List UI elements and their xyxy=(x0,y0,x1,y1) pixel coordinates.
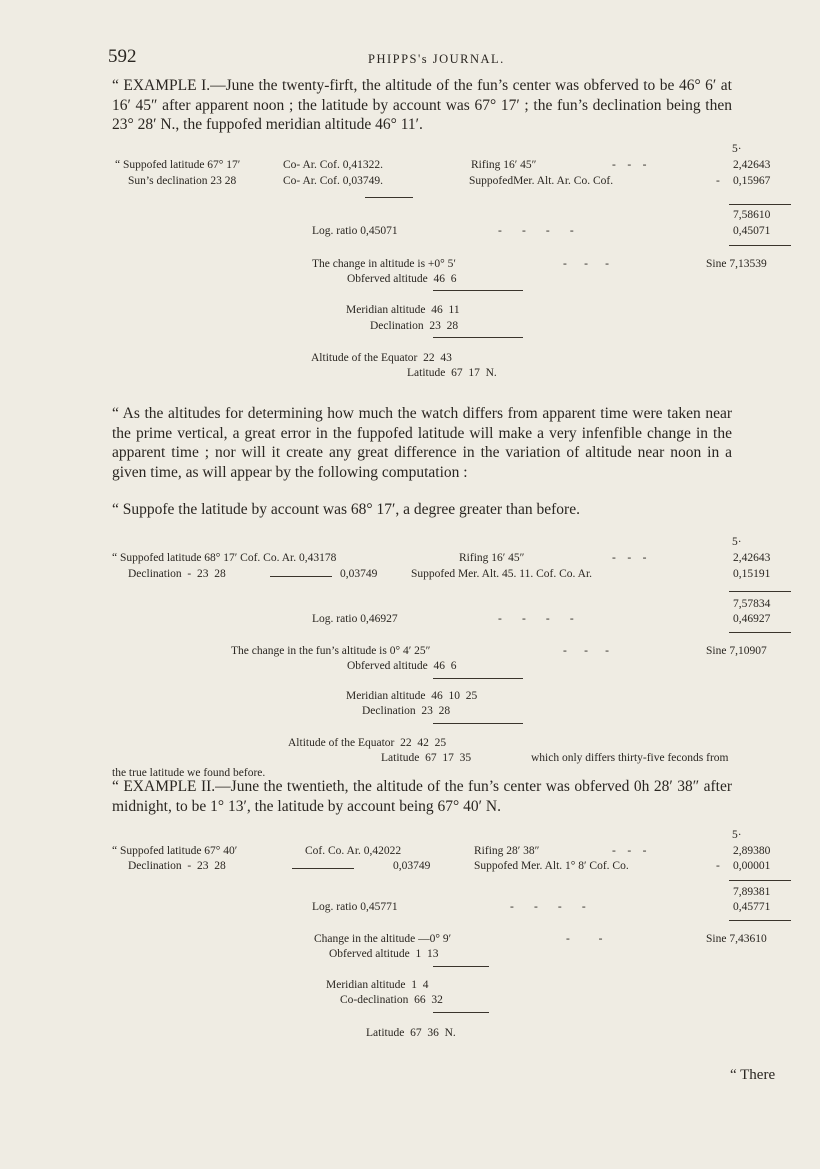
exb-latitude-note: which only differs thirty-five feconds from xyxy=(531,752,729,764)
ex2-dash-2: - xyxy=(716,860,720,872)
ex1-rule-a xyxy=(365,197,413,198)
ex1-col5: 5· xyxy=(732,143,742,155)
running-head: PHIPPS's JOURNAL. xyxy=(368,52,505,66)
ex1-logratio: Log. ratio 0,45071 xyxy=(312,225,398,237)
exb-row2-d: 0,15191 xyxy=(733,568,771,580)
ex1-dashes-1: - - - xyxy=(612,159,647,171)
exb-rule-a xyxy=(729,591,791,592)
exb-logratio-val: 0,46927 xyxy=(733,613,771,625)
ex2-row2-d: 0,00001 xyxy=(733,860,771,872)
ex2-logratio-val: 0,45771 xyxy=(733,901,771,913)
ex1-observed: Obferved altitude 46 6 xyxy=(347,273,457,285)
ex2-rule-c xyxy=(433,966,489,967)
ex2-change: Change in the altitude —0° 9′ xyxy=(314,933,452,945)
ex2-row1-a: “ Suppofed latitude 67° 40′ xyxy=(112,845,238,857)
ex2-row1-d: 2,89380 xyxy=(733,845,771,857)
paragraph-suppose: “ Suppofe the latitude by account was 68° 17′, a degree greater than before. xyxy=(112,501,580,518)
ex2-dashes-4: - - xyxy=(566,933,603,945)
ex1-dash-2: - xyxy=(716,175,720,187)
exb-latitude-note2: the true latitude we found before. xyxy=(112,767,266,779)
exb-dashes-4: - - - xyxy=(563,645,609,657)
example1-intro: “ EXAMPLE I.—June the twenty-firft, the altitude of the fun’s center was obferved to be 46° 6′ at 16′ 45″ after apparent noon ; the latitude by account was 67° 17′ ; the fun’s declination being then 23° 28′ N., the fuppofed meridian altitude 46° 11′. xyxy=(112,77,732,134)
ex2-dash-line xyxy=(292,868,354,869)
ex1-equator: Altitude of the Equator 22 43 xyxy=(311,352,452,364)
exb-rule-c xyxy=(433,678,523,679)
ex2-rule-a xyxy=(729,880,791,881)
example2-intro: “ EXAMPLE II.—June the twentieth, the altitude of the fun’s center was obferved 0h 28′ 38″ after midnight, to be 1° 13′, the latitude by account being 67° 40′ N. xyxy=(112,778,732,815)
ex2-sum: 7,89381 xyxy=(733,886,771,898)
ex2-row2-c: Suppofed Mer. Alt. 1° 8′ Cof. Co. xyxy=(474,860,629,872)
exb-sum: 7,57834 xyxy=(733,598,771,610)
ex1-row1-b: Co- Ar. Cof. 0,41322. xyxy=(283,159,383,171)
ex2-rule-d xyxy=(433,1012,489,1013)
exb-rule-d xyxy=(433,723,523,724)
exb-row1-a: “ Suppofed latitude 68° 17′ Cof. Co. Ar. 0,43178 xyxy=(112,552,337,564)
catchword: “ There xyxy=(730,1067,776,1083)
exb-sine: Sine 7,10907 xyxy=(706,645,767,657)
ex2-dashes-1: - - - xyxy=(612,845,647,857)
ex2-rule-b xyxy=(729,920,791,921)
ex1-row2-b: Co- Ar. Cof. 0,03749. xyxy=(283,175,383,187)
ex1-sum: 7,58610 xyxy=(733,209,771,221)
exb-row1-d: 2,42643 xyxy=(733,552,771,564)
ex2-dashes-3: - - - - xyxy=(510,901,586,913)
ex2-row2-a: Declination - 23 28 xyxy=(128,860,226,872)
ex1-logratio-val: 0,45071 xyxy=(733,225,771,237)
ex1-dashes-3: - - - - xyxy=(498,225,574,237)
ex2-latitude: Latitude 67 36 N. xyxy=(366,1027,456,1039)
ex1-rule-b xyxy=(729,204,791,205)
ex2-sine: Sine 7,43610 xyxy=(706,933,767,945)
exb-col5: 5· xyxy=(732,536,742,548)
exb-logratio: Log. ratio 0,46927 xyxy=(312,613,398,625)
ex2-row1-b: Cof. Co. Ar. 0,42022 xyxy=(305,845,402,857)
ex1-row2-d: 0,15967 xyxy=(733,175,771,187)
exb-equator: Altitude of the Equator 22 42 25 xyxy=(288,737,447,749)
exb-dashes-3: - - - - xyxy=(498,613,574,625)
exb-meridian: Meridian altitude 46 10 25 xyxy=(346,690,478,702)
ex1-change: The change in altitude is +0° 5′ xyxy=(312,258,456,270)
ex1-declination: Declination 23 28 xyxy=(370,320,459,332)
ex1-row2-a: Sun’s declination 23 28 xyxy=(128,175,237,187)
ex2-observed: Obferved altitude 1 13 xyxy=(329,948,439,960)
page-number: 592 xyxy=(108,46,137,67)
ex2-logratio: Log. ratio 0,45771 xyxy=(312,901,398,913)
exb-rule-b xyxy=(729,632,791,633)
exb-observed: Obferved altitude 46 6 xyxy=(347,660,457,672)
ex2-row1-c: Rifing 28′ 38″ xyxy=(474,845,540,857)
ex1-meridian: Meridian altitude 46 11 xyxy=(346,304,460,316)
ex2-row2-b: 0,03749 xyxy=(393,860,431,872)
paragraph-watch: “ As the altitudes for determining how much the watch differs from apparent time were taken near the prime vertical, a great error in the fuppofed latitude will make a very infenfible change in the apparent time ; nor will it create any great difference in the variation of altitude near noon in a given time, as will appear by the following computation : xyxy=(112,405,732,481)
exb-latitude: Latitude 67 17 35 xyxy=(381,752,472,764)
ex1-rule-e xyxy=(433,337,523,338)
ex1-sine: Sine 7,13539 xyxy=(706,258,767,270)
exb-dash-line xyxy=(270,576,332,577)
exb-declination: Declination 23 28 xyxy=(362,705,451,717)
ex1-rule-c xyxy=(729,245,791,246)
exb-dashes-1: - - - xyxy=(612,552,647,564)
ex2-meridian: Meridian altitude 1 4 xyxy=(326,979,429,991)
exb-row2-b: 0,03749 xyxy=(340,568,378,580)
ex1-row1-c: Rifing 16′ 45″ xyxy=(471,159,537,171)
exb-change: The change in the fun’s altitude is 0° 4′ 25″ xyxy=(231,645,431,657)
ex1-row2-c: SuppofedMer. Alt. Ar. Co. Cof. xyxy=(469,175,614,187)
ex1-dashes-4: - - - xyxy=(563,258,609,270)
exb-row2-c: Suppofed Mer. Alt. 45. 11. Cof. Co. Ar. xyxy=(411,568,593,580)
ex1-row1-d: 2,42643 xyxy=(733,159,771,171)
ex2-col5: 5· xyxy=(732,829,742,841)
exb-row2-a: Declination - 23 28 xyxy=(128,568,226,580)
ex1-row1-a: “ Suppofed latitude 67° 17′ xyxy=(115,159,241,171)
ex1-rule-d xyxy=(433,290,523,291)
exb-row1-c: Rifing 16′ 45″ xyxy=(459,552,525,564)
ex2-codecl: Co-declination 66 32 xyxy=(340,994,443,1006)
ex1-latitude: Latitude 67 17 N. xyxy=(407,367,497,379)
